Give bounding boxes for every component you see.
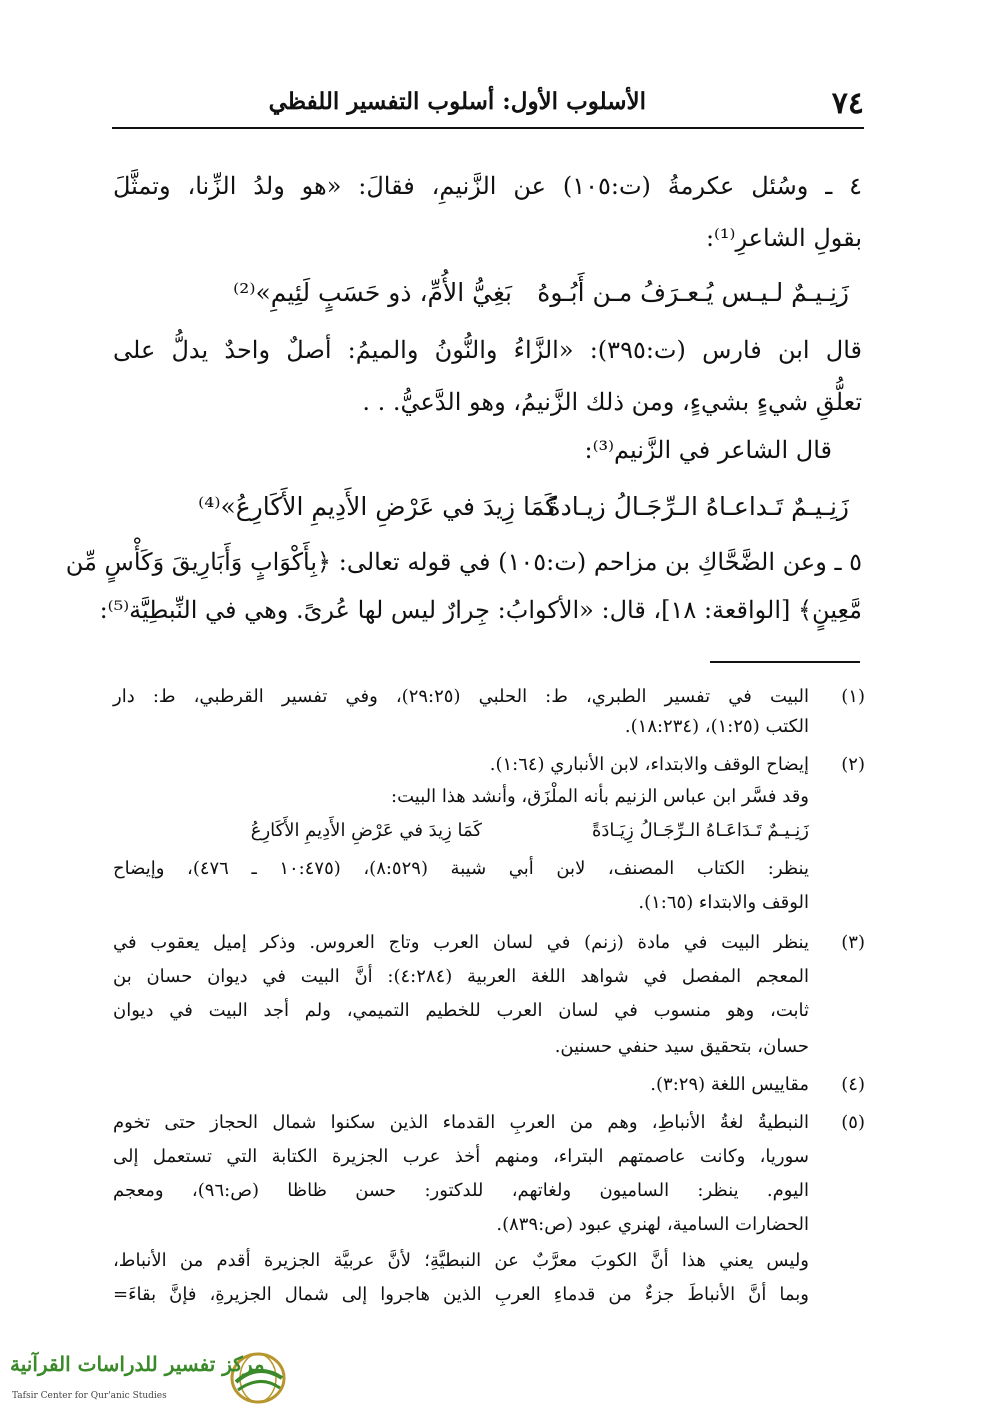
footnote-2-line-1: إيضاح الوقف والابتداء، لابن الأنباري (١:٦٤). <box>489 754 809 775</box>
footnote-3-line-4: حسان، بتحقيق سيد حنفي حسنين. <box>554 1036 809 1057</box>
logo-arabic-text: مركز تفسير للدراسات القرآنية <box>10 1352 265 1376</box>
page-number: ٧٤ <box>831 86 864 121</box>
footnote-3-line-2: المعجم المفصل في شواهد اللغة العربية (٤:٢٨٤): أنَّ البيت في ديوان حسان بن <box>113 966 809 987</box>
footnote-5-line-5: وليس يعني هذا أنَّ الكوبَ معرَّبٌ عن النبطيَّةِ؛ لأنَّ عربيَّة الجزيرة أقدم من الأنباط، <box>113 1250 809 1271</box>
footnote-1-line-2: الكتب (١:٢٥)، (١٨:٢٣٤). <box>624 716 809 737</box>
footnote-4-line-1: مقاييس اللغة (٣:٢٩). <box>650 1074 809 1095</box>
footnote-2-verse-a: زَنِـيـمٌ تَـدَاعَـاهُ الـرِّجَـالُ زِيَـادَةً <box>591 820 809 841</box>
footnote-5-line-1: النبطيةُ لغةُ الأنباطِ، وهم من العربِ القدماء الذين سكنوا شمال الحجاز حتى تخوم <box>113 1112 809 1133</box>
footnote-number: (٤) <box>841 1074 865 1095</box>
footnote-number: (٣) <box>841 932 865 953</box>
body-line-4: تعلُّقِ شيءٍ بشيءٍ، ومن ذلك الزَّنيمُ، وهو الدَّعيُّ. . . <box>362 388 862 416</box>
footnote-number: (٢) <box>841 754 865 775</box>
footnote-2-line-2: وقد فسَّر ابن عباس الزنيم بأنه الملْزَق، وأنشد هذا البيت: <box>391 786 809 807</box>
footnote-number: (١) <box>841 686 865 707</box>
body-line-1: ٤ ـ وسُئل عكرمةُ (ت:١٠٥) عن الزَّنيمِ، فقالَ: «هو ولدُ الزِّنا، وتمثَّلَ <box>113 172 862 200</box>
footnote-5-line-4: الحضارات السامية، لهنري عبود (ص:٨٣٩). <box>496 1214 809 1235</box>
page-header <box>112 86 864 120</box>
footnote-number: (٥) <box>841 1112 865 1133</box>
body-line-6: ٥ ـ وعن الضَّحَّاكِ بن مزاحم (ت:١٠٥) في قوله تعالى: ﴿بِأَكْوَابٍ وَأَبَارِيقَ وَكَأْسٍ مِّن <box>65 548 862 576</box>
footnote-2-verse-b: كَمَا زِيدَ في عَرْضِ الأَدِيمِ الأَكَارِعُ <box>250 820 482 841</box>
verse-2-second-hemistich: كَمَا زِيدَ في عَرْضِ الأَدِيمِ الأَكَارِعُ»⁽⁴⁾ <box>198 492 557 521</box>
footnote-2-line-5: الوقف والابتداء (١:٦٥). <box>638 892 809 913</box>
footnote-2-line-4: ينظر: الكتاب المصنف، لابن أبي شيبة (٨:٥٢٩)، (١٠:٤٧٥ ـ ٤٧٦)، وإيضاح <box>113 858 809 879</box>
body-line-5: قال الشاعر في الزَّنيم⁽³⁾: <box>584 436 832 464</box>
running-title: الأسلوب الأول: أسلوب التفسير اللفظي <box>268 88 646 115</box>
logo-english-text: Tafsir Center for Qur'anic Studies <box>12 1391 167 1401</box>
body-line-7: مَّعِينٍ﴾ [الواقعة: ١٨]، قال: «الأكوابُ: جِرارٌ ليس لها عُرىً. وهي في النِّبطِيَّة⁽⁵⁾: <box>99 596 862 624</box>
footnote-5-line-6: وبما أنَّ الأنباطَ جزءٌ من قدماءِ العربِ الذين هاجروا إلى شمال الجزيرةِ، فإنَّ بقاءَ= <box>113 1284 809 1305</box>
verse-1-second-hemistich: بَغِيُّ الأُمِّ، ذو حَسَبٍ لَئِيمِ»⁽²⁾ <box>233 278 512 307</box>
footnote-5-line-2: سوريا، وكانت عاصمتهم البتراء، ومنهم أخذ عرب الجزيرة الكتابة التي تستعمل إلى <box>113 1146 809 1167</box>
footnote-1-line-1: البيت في تفسير الطبري، ط: الحلبي (٢٩:٢٥)، وفي تفسير القرطبي، ط: دار <box>113 686 809 707</box>
body-line-2: بقولِ الشاعرِ⁽¹⁾: <box>705 224 862 252</box>
footnote-3-line-3: ثابت، وهو منسوب في لسان العرب للخطيم التميمي، ولم أجد البيت في ديوان <box>113 1000 809 1021</box>
footnote-5-line-3: اليوم. ينظر: الساميون ولغاتهم، للدكتور: حسن ظاظا (ص:٩٦)، ومعجم <box>113 1180 810 1201</box>
verse-2-first-hemistich: زَنِـيـمٌ تَـداعـاهُ الـرِّجَـالُ زيـادةً <box>547 492 849 521</box>
footnote-separator <box>710 661 860 663</box>
verse-1-first-hemistich: زَنِـيـمٌ لـيـس يُـعـرَفُ مـن أَبُـوهُ <box>537 278 849 307</box>
header-rule <box>112 127 864 129</box>
body-line-3: قال ابن فارس (ت:٣٩٥): «الزَّاءُ والنُّونُ والميمُ: أصلٌ واحدٌ يدلُّ على <box>113 336 862 364</box>
footnote-3-line-1: ينظر البيت في مادة (زنم) في لسان العرب وتاج العروس. وذكر إميل يعقوب في <box>113 932 809 953</box>
